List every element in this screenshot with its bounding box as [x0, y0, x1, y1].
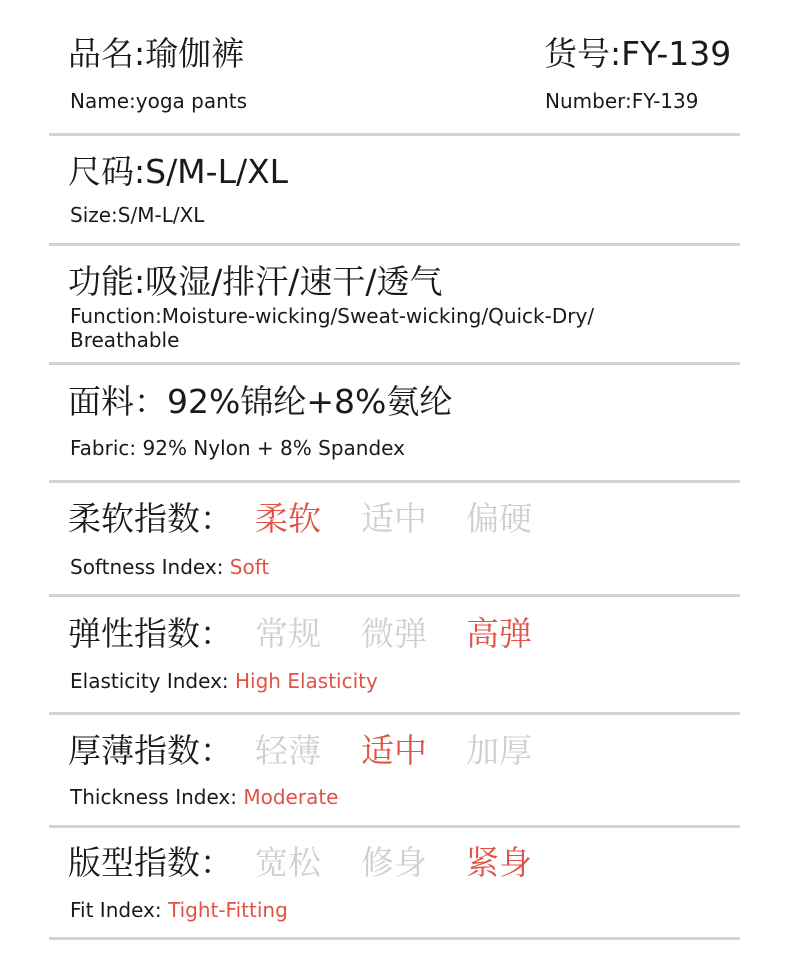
thickness-en-value: Moderate — [243, 785, 339, 809]
fit-subtitle — [70, 898, 288, 922]
thickness-option: 轻薄 — [255, 731, 321, 770]
elasticity-en-label: Elasticity Index: — [70, 669, 236, 693]
thickness-en-label: Thickness Index: — [70, 785, 244, 809]
thickness-label: 厚薄指数： — [68, 731, 233, 770]
elasticity-option: 微弹 — [361, 614, 427, 653]
softness-en-value: Soft — [229, 555, 270, 579]
softness-option: 适中 — [361, 499, 427, 538]
thickness-subtitle — [70, 785, 338, 809]
elasticity-option: 常规 — [255, 614, 321, 653]
fabric-title: 面料：92%锦纶+8%氨纶 — [68, 382, 453, 421]
fit-option: 宽松 — [255, 843, 321, 882]
divider — [49, 712, 740, 715]
function-title: 功能:吸湿/排汗/速干/透气 — [68, 262, 443, 301]
divider — [49, 937, 740, 940]
elasticity-label: 弹性指数： — [68, 614, 233, 653]
softness-option: 柔软 — [255, 499, 321, 538]
softness-subtitle — [70, 555, 269, 579]
divider — [49, 133, 740, 136]
fit-label: 版型指数： — [68, 843, 233, 882]
fabric-subtitle: Fabric: 92% Nylon + 8% Spandex — [70, 436, 405, 460]
size-subtitle: Size:S/M-L/XL — [70, 203, 205, 227]
softness-en-label: Softness Index: — [70, 555, 230, 579]
elasticity-en-value: High Elasticity — [235, 669, 378, 693]
function-subtitle: Function:Moisture-wicking/Sweat-wicking/Quick-Dry/ Breathable — [70, 304, 595, 352]
name-title: 品名:瑜伽裤 — [68, 34, 245, 73]
divider — [49, 594, 740, 597]
divider — [49, 362, 740, 365]
thickness-option: 适中 — [361, 731, 427, 770]
fit-option: 修身 — [361, 843, 427, 882]
softness-label: 柔软指数： — [68, 499, 233, 538]
divider — [49, 825, 740, 828]
size-title: 尺码:S/M-L/XL — [68, 152, 289, 191]
divider — [49, 480, 740, 483]
name-subtitle: Name:yoga pants — [70, 89, 248, 113]
thickness-option: 加厚 — [466, 731, 532, 770]
fit-option: 紧身 — [466, 843, 532, 882]
elasticity-option: 高弹 — [466, 614, 532, 653]
fit-en-value: Tight-Fitting — [167, 898, 288, 922]
number-subtitle: Number:FY-139 — [545, 89, 699, 113]
fit-en-label: Fit Index: — [70, 898, 168, 922]
elasticity-subtitle — [70, 669, 378, 693]
divider — [49, 243, 740, 246]
softness-option: 偏硬 — [466, 499, 532, 538]
number-title: 货号:FY-139 — [544, 34, 732, 73]
